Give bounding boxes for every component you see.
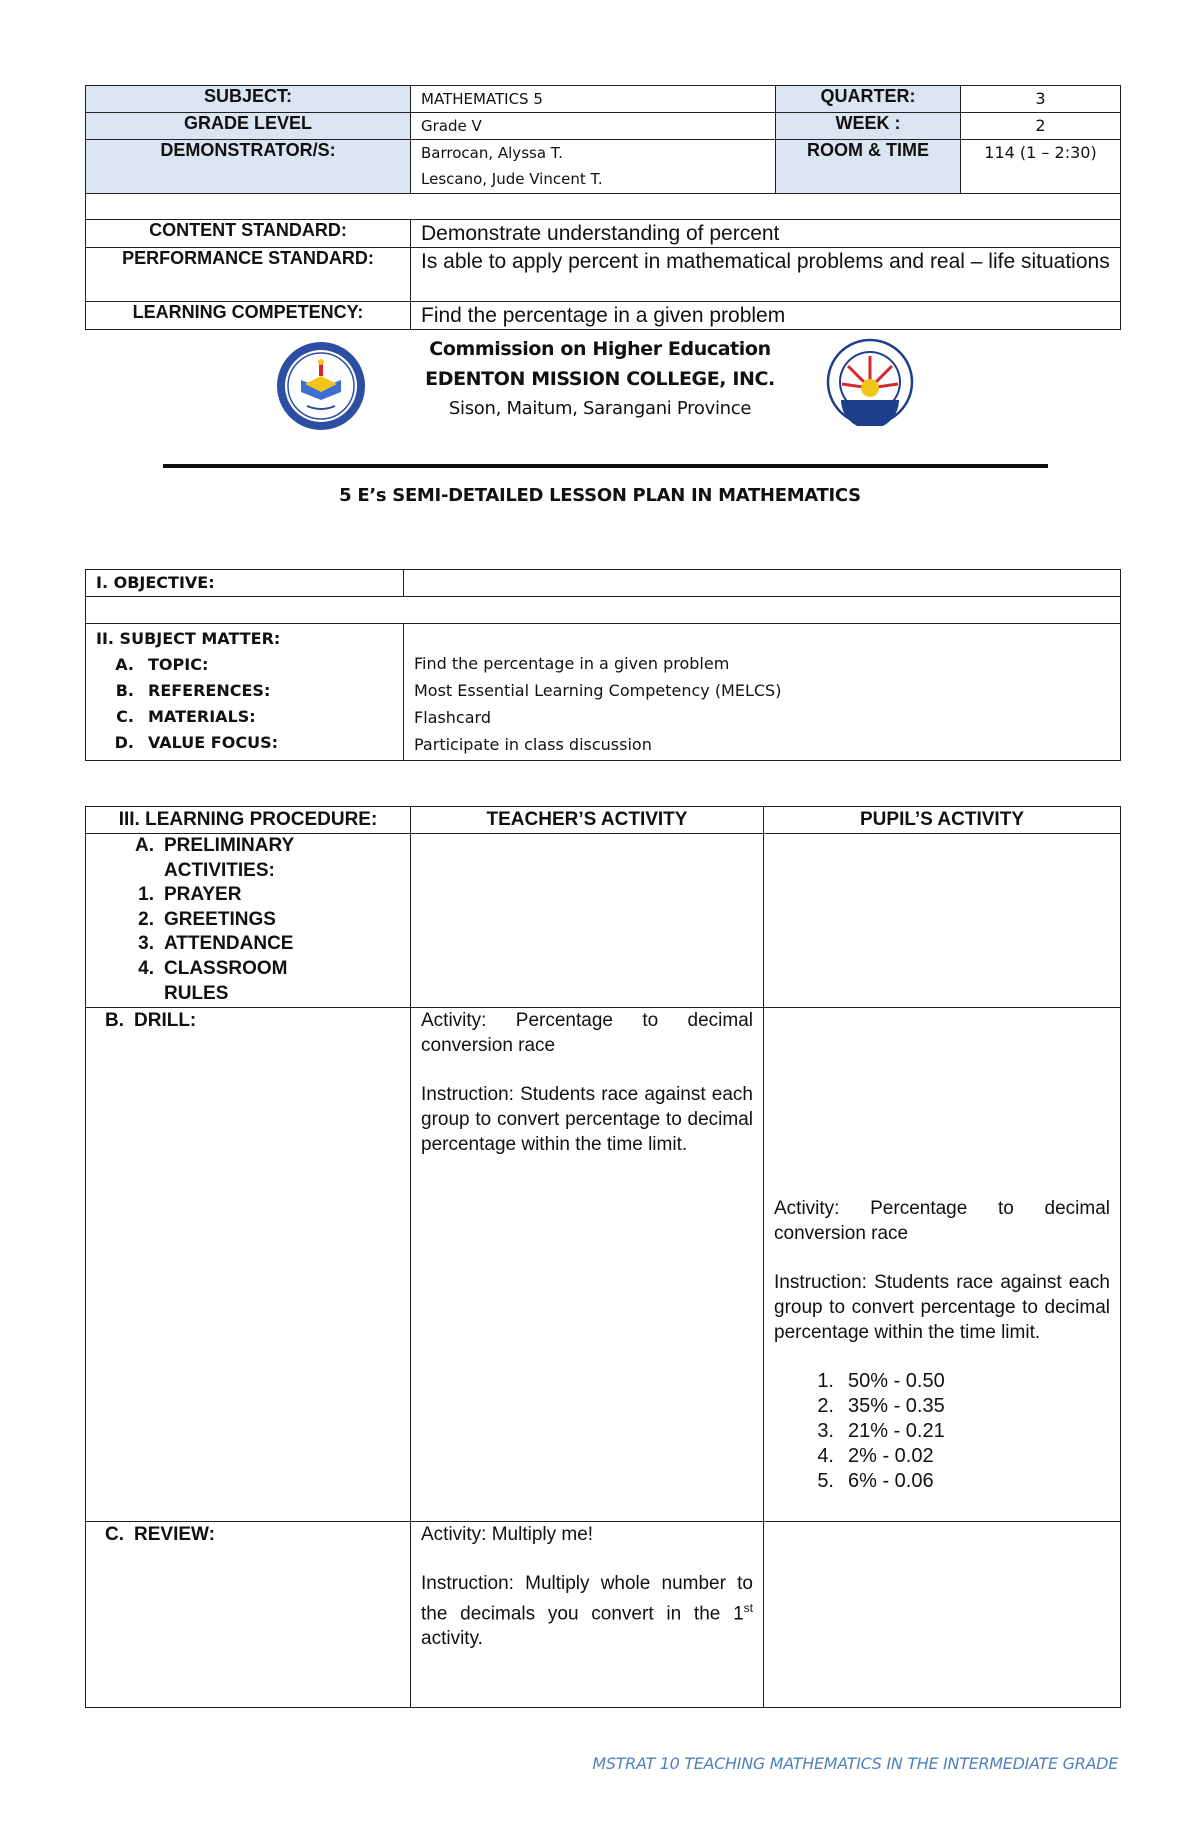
- objective-value: [404, 570, 1121, 597]
- pupil-activity-header: PUPIL’S ACTIVITY: [764, 807, 1121, 834]
- letterhead-line-2: EDENTON MISSION COLLEGE, INC.: [425, 368, 775, 390]
- demonstrator-value: [411, 140, 776, 194]
- spacer-row: [86, 194, 1121, 220]
- prelim-item-prayer: 1. PRAYER: [138, 884, 242, 906]
- list-item: 3. 21% - 0.21: [817, 1420, 945, 1442]
- list-item: 1. 50% - 0.50: [817, 1370, 945, 1392]
- preliminary-teacher-cell: [411, 834, 764, 1008]
- review-teacher-instruction: Instruction: Multiply whole number to the decimals you convert in the 1st activity.: [421, 1573, 753, 1650]
- subject-label: SUBJECT:: [86, 86, 411, 113]
- preliminary-pupil-cell: [764, 834, 1121, 1008]
- prelim-item-attendance: 3. ATTENDANCE: [138, 933, 294, 955]
- references-value: Most Essential Learning Competency (MELCS): [414, 681, 782, 700]
- value-focus-value: Participate in class discussion: [414, 735, 652, 754]
- content-standard-label: CONTENT STANDARD:: [86, 220, 411, 248]
- list-item: 5. 6% - 0.06: [817, 1470, 934, 1492]
- review-teacher-activity: [411, 1522, 764, 1708]
- references-item: B. REFERENCES:: [115, 681, 271, 700]
- materials-item: C. MATERIALS:: [116, 707, 256, 726]
- demonstrator-1: Barrocan, Alyssa T.: [421, 144, 563, 162]
- procedure-column-header: III. LEARNING PROCEDURE:: [86, 807, 411, 834]
- room-time-label: ROOM & TIME: [776, 140, 961, 194]
- content-standard-value: Demonstrate understanding of percent: [411, 220, 1121, 248]
- list-item: 4. 2% - 0.02: [817, 1445, 934, 1467]
- preliminary-activities: [86, 834, 411, 1008]
- review-pupil-activity: [764, 1522, 1121, 1708]
- room-time-value: 114 (1 – 2:30): [961, 140, 1121, 194]
- review-num: C.: [105, 1524, 124, 1545]
- demonstrator-2: Lescano, Jude Vincent T.: [421, 170, 603, 188]
- objective-table: [85, 569, 1121, 761]
- learning-competency-value: Find the percentage in a given problem: [411, 302, 1121, 330]
- grade-level-label: GRADE LEVEL: [86, 113, 411, 140]
- drill-pupil-instruction: Instruction: Students race against each group to convert percentage to decimal percentage within the time limit.: [774, 1272, 1110, 1343]
- subject-value: MATHEMATICS 5: [411, 86, 776, 113]
- quarter-value: 3: [961, 86, 1121, 113]
- drill-row-label: [86, 1008, 411, 1522]
- list-item: 2. 35% - 0.35: [817, 1395, 945, 1417]
- drill-pupil-activity-text: Activity: Percentage to decimal conversion race: [774, 1198, 1110, 1244]
- preliminary-title: A. PRELIMINARY: [135, 835, 295, 856]
- performance-standard-value: Is able to apply percent in mathematical problems and real – life situations: [411, 248, 1121, 302]
- lesson-header-table: [85, 85, 1121, 330]
- week-label: WEEK :: [776, 113, 961, 140]
- prelim-item-greetings: 2. GREETINGS: [138, 908, 276, 930]
- drill-pupil-activity: [764, 1008, 1121, 1522]
- prelim-item-classroom-rules: 4. CLASSROOM: [138, 957, 288, 979]
- week-value: 2: [961, 113, 1121, 140]
- letterhead-line-3: Sison, Maitum, Sarangani Province: [448, 398, 752, 419]
- learning-procedure-table: [85, 806, 1121, 1708]
- quarter-label: QUARTER:: [776, 86, 961, 113]
- review-teacher-activity-text: Activity: Multiply me!: [421, 1524, 594, 1545]
- drill-teacher-activity: [411, 1008, 764, 1522]
- grade-level-value: Grade V: [411, 113, 776, 140]
- demonstrator-label: DEMONSTRATOR/S:: [86, 140, 411, 194]
- subject-matter-labels: [86, 624, 404, 761]
- drill-label: DRILL:: [134, 1010, 197, 1031]
- materials-value: Flashcard: [414, 708, 491, 727]
- prelim-rules-continuation: RULES: [164, 982, 229, 1004]
- drill-teacher-instruction: Instruction: Students race against each group to convert percentage to decimal percentage within the time limit.: [421, 1084, 753, 1155]
- page-footer: MSTRAT 10 TEACHING MATHEMATICS IN THE INTERMEDIATE GRADE: [592, 1754, 1118, 1773]
- subject-matter-values: [404, 624, 1121, 761]
- lesson-plan-title: 5 E’s SEMI-DETAILED LESSON PLAN IN MATHEMATICS: [339, 485, 861, 506]
- topic-item: A. TOPIC:: [115, 655, 209, 674]
- objective-label: I. OBJECTIVE:: [86, 570, 404, 597]
- preliminary-title-2: ACTIVITIES:: [164, 859, 275, 881]
- learning-competency-label: LEARNING COMPETENCY:: [86, 302, 411, 330]
- topic-value: Find the percentage in a given problem: [414, 654, 730, 673]
- review-label: REVIEW:: [134, 1524, 215, 1545]
- conversion-list: [774, 1369, 1110, 1494]
- review-row-label: [86, 1522, 411, 1708]
- value-focus-item: D. VALUE FOCUS:: [114, 733, 278, 752]
- objective-spacer: [86, 597, 1121, 624]
- performance-standard-label: PERFORMANCE STANDARD:: [86, 248, 411, 302]
- subject-matter-label: II. SUBJECT MATTER:: [96, 629, 281, 648]
- letterhead-line-1: Commission on Higher Education: [429, 338, 771, 360]
- drill-num: B.: [105, 1010, 124, 1031]
- drill-teacher-activity-text: Activity: Percentage to decimal conversion race: [421, 1010, 753, 1056]
- teacher-activity-header: TEACHER’S ACTIVITY: [411, 807, 764, 834]
- letterhead-divider: [163, 464, 1048, 468]
